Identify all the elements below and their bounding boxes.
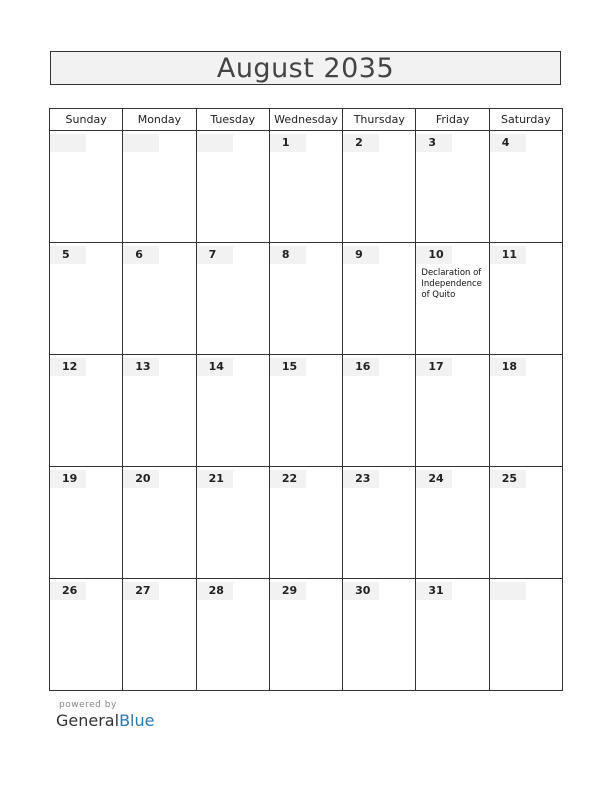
- day-number: 21: [197, 470, 233, 488]
- weekday-header: Sunday: [50, 109, 123, 131]
- week-row: [50, 467, 563, 579]
- day-number: 3: [416, 134, 452, 152]
- day-number: 22: [270, 470, 306, 488]
- day-cell: [343, 467, 416, 579]
- day-number: 8: [270, 246, 306, 264]
- day-number: 9: [343, 246, 379, 264]
- day-cell: [416, 467, 489, 579]
- day-cell: [269, 467, 342, 579]
- day-number: 16: [343, 358, 379, 376]
- day-cell: [269, 355, 342, 467]
- day-cell: [123, 131, 196, 243]
- empty-day-marker: [197, 134, 233, 152]
- calendar-title-box: [50, 51, 561, 85]
- day-number: 13: [123, 358, 159, 376]
- day-cell: [489, 355, 562, 467]
- day-cell: [416, 579, 489, 691]
- day-number: 6: [123, 246, 159, 264]
- day-number: 30: [343, 582, 379, 600]
- day-cell: [50, 467, 123, 579]
- empty-day-marker: [123, 134, 159, 152]
- day-cell: [196, 579, 269, 691]
- week-row: [50, 243, 563, 355]
- empty-day-marker: [490, 582, 526, 600]
- day-number: 12: [50, 358, 86, 376]
- day-number: 28: [197, 582, 233, 600]
- day-number: 15: [270, 358, 306, 376]
- weekday-header: Friday: [416, 109, 489, 131]
- weekday-header: Tuesday: [196, 109, 269, 131]
- day-number: 20: [123, 470, 159, 488]
- day-number: 29: [270, 582, 306, 600]
- weekday-header: Thursday: [343, 109, 416, 131]
- day-cell: [269, 579, 342, 691]
- day-cell: [196, 131, 269, 243]
- week-row: [50, 355, 563, 467]
- day-cell: [123, 243, 196, 355]
- day-number: 27: [123, 582, 159, 600]
- day-cell: [416, 131, 489, 243]
- day-number: 24: [416, 470, 452, 488]
- day-cell: [416, 243, 489, 355]
- weekday-header: Monday: [123, 109, 196, 131]
- weekday-header-row: [50, 109, 563, 131]
- holiday-event: Declaration of Independence of Quito: [421, 268, 482, 300]
- brand-general: General: [56, 711, 120, 730]
- calendar-grid: [49, 108, 563, 691]
- calendar-body: [50, 131, 563, 691]
- weekday-header: Saturday: [489, 109, 562, 131]
- day-cell: [343, 131, 416, 243]
- day-number: 10: [416, 246, 452, 264]
- day-cell: [489, 467, 562, 579]
- brand-blue: Blue: [119, 711, 155, 730]
- day-number: 7: [197, 246, 233, 264]
- day-cell: [343, 579, 416, 691]
- day-number: 1: [270, 134, 306, 152]
- day-number: 11: [490, 246, 526, 264]
- day-number: 17: [416, 358, 452, 376]
- day-number: 18: [490, 358, 526, 376]
- day-cell: [416, 355, 489, 467]
- day-number: 25: [490, 470, 526, 488]
- day-cell: [50, 579, 123, 691]
- day-cell: [123, 355, 196, 467]
- footer: [56, 700, 154, 730]
- day-cell: [269, 131, 342, 243]
- day-cell: [196, 467, 269, 579]
- day-number: 19: [50, 470, 86, 488]
- calendar-title: August 2035: [216, 52, 395, 84]
- week-row: [50, 579, 563, 691]
- empty-day-marker: [50, 134, 86, 152]
- day-cell: [489, 131, 562, 243]
- day-cell: [196, 355, 269, 467]
- day-number: 23: [343, 470, 379, 488]
- day-number: 5: [50, 246, 86, 264]
- day-cell: [50, 131, 123, 243]
- day-number: 26: [50, 582, 86, 600]
- day-cell: [123, 467, 196, 579]
- day-cell: [50, 243, 123, 355]
- day-number: 31: [416, 582, 452, 600]
- day-number: 14: [197, 358, 233, 376]
- day-cell: [196, 243, 269, 355]
- day-cell: [50, 355, 123, 467]
- day-number: 4: [490, 134, 526, 152]
- day-cell: [123, 579, 196, 691]
- week-row: [50, 131, 563, 243]
- day-cell: [489, 243, 562, 355]
- day-cell: [269, 243, 342, 355]
- day-cell: [343, 243, 416, 355]
- day-cell: [343, 355, 416, 467]
- powered-by-label: powered by: [59, 700, 117, 710]
- day-number: 2: [343, 134, 379, 152]
- weekday-header: Wednesday: [269, 109, 342, 131]
- generalblue-logo: [56, 711, 154, 730]
- day-cell: [489, 579, 562, 691]
